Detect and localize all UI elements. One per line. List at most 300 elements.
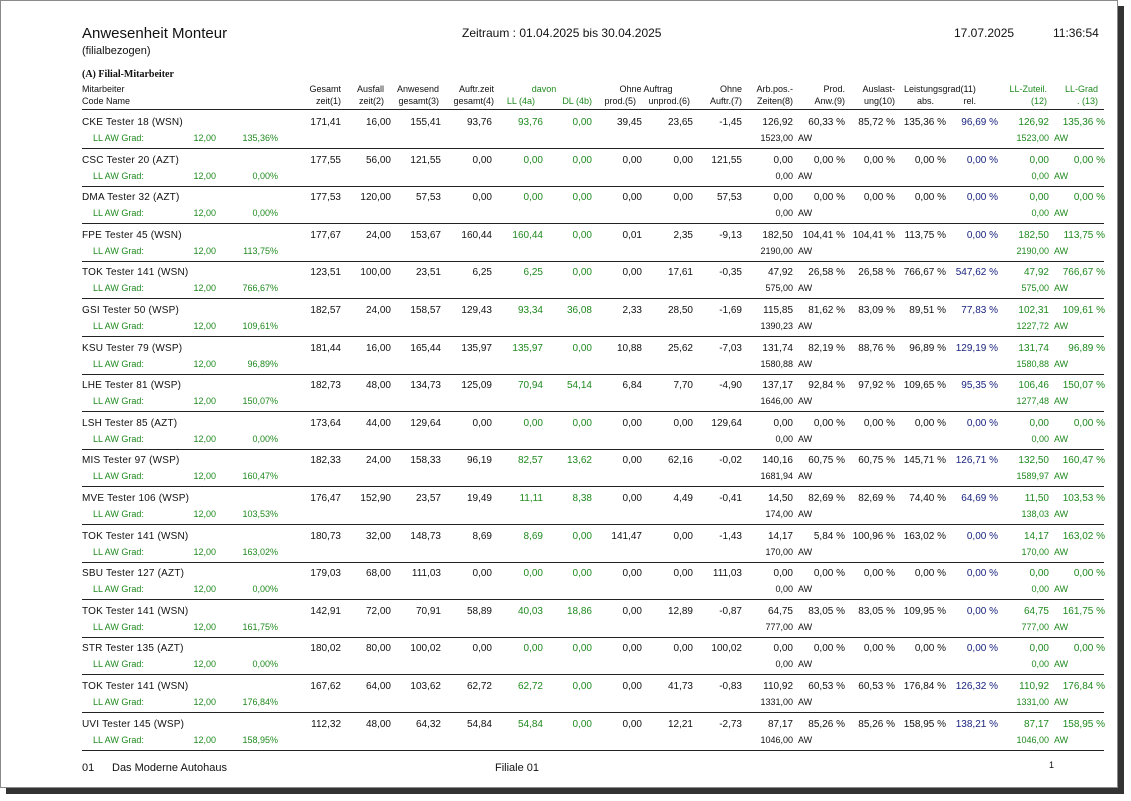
cell-prod9: 0,00 % [813, 643, 845, 655]
aw-unit-label: AW [798, 696, 813, 707]
row-divider [82, 750, 1104, 751]
employee-name: LSH Tester 85 (AZT) [82, 417, 178, 429]
cell-leist-abs: 135,36 % [903, 117, 946, 128]
cell-gesamt: 142,91 [310, 605, 341, 617]
cell-prod5: 0,00 [622, 605, 642, 617]
cell-leist-rel: 95,35 % [961, 380, 998, 392]
aw-unit-label: AW [1054, 245, 1069, 256]
cell-prod9: 82,19 % [808, 342, 845, 354]
aw-unit-label: AW [1054, 433, 1069, 444]
ll-aw-grad-label: LL AW Grad: [93, 283, 144, 294]
cell-ll4a: 93,34 [517, 304, 543, 316]
cell-dl4b: 18,86 [566, 605, 592, 617]
ll-grad-value: 158,95% [242, 734, 278, 745]
cell-auftr: 8,69 [472, 530, 492, 542]
row-divider [82, 486, 1104, 487]
cell-leist-rel: 0,00 % [966, 154, 998, 166]
aw-arbpos-value: 1523,00 [760, 133, 793, 143]
row-divider [82, 562, 1104, 563]
cell-auftr: 0,00 [472, 417, 492, 429]
cell-leist-abs: 113,75 % [904, 229, 946, 241]
header-ohne7-2: Auftr.(7) [709, 96, 742, 106]
cell-anwesend: 23,57 [415, 492, 441, 504]
cell-leist-rel: 0,00 % [966, 643, 998, 655]
cell-ll-grad: 158,95 % [1062, 718, 1105, 730]
cell-gesamt: 180,02 [310, 643, 341, 655]
row-divider [82, 637, 1104, 638]
cell-ohne7: -1,43 [719, 530, 742, 542]
cell-unprod6: 4,49 [673, 492, 693, 504]
cell-auftr: 58,89 [466, 605, 492, 617]
header-arbpos-1: Arb.pos.- [756, 84, 793, 94]
cell-prod5: 0,00 [622, 455, 642, 467]
aw-unit-label: AW [798, 283, 813, 294]
row-divider [82, 148, 1104, 149]
report-subtitle: (filialbezogen) [82, 45, 151, 57]
employee-name: FPE Tester 45 (WSN) [82, 229, 182, 241]
header-ausfall-2: zeit(2) [358, 96, 384, 106]
header-leist-rel: rel. [963, 96, 976, 106]
report-period: Zeitraum : 01.04.2025 bis 30.04.2025 [462, 26, 662, 40]
aw-unit-label: AW [1054, 396, 1069, 407]
employee-name: GSI Tester 50 (WSP) [82, 304, 179, 316]
aw-unit-label: AW [1054, 320, 1069, 331]
cell-leist-rel: 96,69 % [961, 117, 998, 128]
cell-ausl10: 85,26 % [858, 718, 895, 730]
ll-aw-value: 12,00 [193, 734, 216, 745]
aw-zuteil-value: 1589,97 [1016, 471, 1049, 482]
cell-gesamt: 180,73 [310, 530, 341, 542]
cell-ausl10: 97,92 % [858, 380, 895, 392]
cell-leist-abs: 96,89 % [909, 342, 946, 354]
cell-auftr: 0,00 [472, 154, 492, 166]
aw-unit-label: AW [1054, 283, 1069, 294]
cell-ohne7: -4,90 [719, 380, 742, 392]
cell-ll-grad: 0,00 % [1073, 192, 1105, 204]
aw-zuteil-value: 138,03 [1021, 508, 1049, 519]
ll-grad-value: 163,02% [242, 546, 278, 557]
report-time: 11:36:54 [1053, 26, 1099, 40]
cell-prod5: 0,00 [622, 568, 642, 580]
cell-gesamt: 123,51 [310, 267, 341, 279]
aw-zuteil-value: 0,00 [1031, 433, 1049, 444]
ll-grad-value: 135,36% [242, 133, 278, 143]
cell-unprod6: 25,62 [667, 342, 693, 354]
cell-ausl10: 0,00 % [863, 568, 895, 580]
cell-leist-rel: 0,00 % [966, 229, 998, 241]
cell-leist-abs: 0,00 % [914, 643, 946, 655]
cell-ll-zuteil: 106,46 [1018, 380, 1049, 392]
cell-anwesend: 158,33 [410, 455, 441, 467]
aw-zuteil-value: 1277,48 [1016, 396, 1049, 407]
cell-ohne7: -9,13 [719, 229, 742, 241]
aw-unit-label: AW [798, 320, 813, 331]
cell-ll-grad: 176,84 % [1062, 680, 1105, 692]
cell-gesamt: 182,57 [310, 304, 341, 316]
cell-ll-zuteil: 132,50 [1018, 455, 1049, 467]
aw-arbpos-value: 1646,00 [760, 396, 793, 407]
cell-anwesend: 134,73 [410, 380, 441, 392]
cell-ausl10: 0,00 % [863, 192, 895, 204]
ll-aw-value: 12,00 [193, 133, 216, 143]
cell-anwesend: 158,57 [410, 304, 441, 316]
row-divider [82, 674, 1104, 675]
aw-zuteil-value: 0,00 [1031, 659, 1049, 670]
employee-row [1, 717, 1119, 755]
employee-row [1, 529, 1119, 567]
cell-dl4b: 8,38 [572, 492, 592, 504]
aw-zuteil-value: 0,00 [1031, 208, 1049, 219]
cell-ohne7: -0,35 [719, 267, 742, 279]
cell-ausfall: 120,00 [360, 192, 391, 204]
cell-unprod6: 0,00 [673, 417, 693, 429]
cell-ll-grad: 161,75 % [1062, 605, 1105, 617]
aw-arbpos-value: 0,00 [775, 208, 793, 219]
cell-leist-abs: 0,00 % [914, 154, 946, 166]
cell-prod9: 0,00 % [813, 417, 845, 429]
cell-prod5: 6,84 [622, 380, 642, 392]
cell-gesamt: 181,44 [310, 342, 341, 354]
header-code-name: Code Name [82, 96, 131, 106]
cell-ll-grad: 766,67 % [1062, 267, 1105, 279]
cell-ausfall: 80,00 [365, 643, 391, 655]
cell-ausfall: 44,00 [365, 417, 391, 429]
cell-auftr: 125,09 [461, 380, 492, 392]
cell-ausfall: 24,00 [365, 229, 391, 241]
cell-prod9: 85,26 % [808, 718, 845, 730]
row-divider [82, 298, 1104, 299]
cell-ll4a: 40,03 [517, 605, 543, 617]
ll-aw-grad-label: LL AW Grad: [93, 471, 144, 482]
cell-prod9: 60,75 % [808, 455, 845, 467]
aw-arbpos-value: 174,00 [765, 508, 793, 519]
header-davon: davon [531, 84, 557, 94]
employee-name: TOK Tester 141 (WSN) [82, 605, 189, 617]
cell-auftr: 54,84 [466, 718, 492, 730]
cell-dl4b: 0,00 [572, 680, 592, 692]
cell-prod9: 83,05 % [808, 605, 845, 617]
employee-name: MVE Tester 106 (WSP) [82, 492, 190, 504]
aw-unit-label: AW [1054, 508, 1069, 519]
cell-prod5: 0,01 [622, 229, 642, 241]
header-unprod6: unprod.(6) [648, 96, 690, 106]
cell-ll-zuteil: 0,00 [1029, 154, 1049, 166]
aw-unit-label: AW [798, 433, 813, 444]
cell-auftr: 93,76 [466, 117, 492, 128]
ll-aw-value: 12,00 [193, 208, 216, 219]
cell-ausl10: 0,00 % [863, 417, 895, 429]
cell-auftr: 0,00 [472, 192, 492, 204]
header-arbpos-2: Zeiten(8) [756, 96, 793, 106]
aw-unit-label: AW [798, 584, 813, 595]
cell-leist-rel: 129,19 % [955, 342, 998, 354]
footer-branch: Filiale 01 [495, 762, 540, 774]
cell-arbpos8: 0,00 [773, 192, 793, 204]
cell-auftr: 129,43 [461, 304, 492, 316]
cell-ausl10: 83,05 % [858, 605, 895, 617]
cell-anwesend: 64,32 [415, 718, 441, 730]
header-ll4a: LL (4a) [506, 96, 535, 106]
ll-aw-grad-label: LL AW Grad: [93, 170, 144, 181]
ll-grad-value: 766,67% [242, 283, 278, 294]
cell-dl4b: 0,00 [572, 267, 592, 279]
cell-arbpos8: 110,92 [763, 680, 793, 692]
aw-arbpos-value: 1580,88 [760, 358, 793, 369]
cell-arbpos8: 0,00 [773, 154, 793, 166]
cell-leist-rel: 0,00 % [966, 530, 998, 542]
cell-anwesend: 103,62 [410, 680, 441, 692]
cell-ll-zuteil: 182,50 [1018, 229, 1049, 241]
ll-aw-value: 12,00 [193, 696, 216, 707]
aw-zuteil-value: 170,00 [1021, 546, 1049, 557]
cell-arbpos8: 137,17 [762, 380, 793, 392]
ll-aw-value: 12,00 [193, 170, 216, 181]
ll-aw-grad-label: LL AW Grad: [93, 433, 144, 444]
cell-ausl10: 85,72 % [858, 117, 895, 128]
aw-unit-label: AW [798, 621, 813, 632]
cell-unprod6: 17,61 [667, 267, 693, 279]
aw-zuteil-value: 777,00 [1021, 621, 1049, 632]
cell-ll-zuteil: 0,00 [1029, 417, 1049, 429]
cell-unprod6: 12,21 [667, 718, 693, 730]
cell-ll-grad: 0,00 % [1073, 417, 1105, 429]
cell-leist-abs: 109,65 % [903, 380, 946, 392]
cell-gesamt: 176,47 [310, 492, 341, 504]
cell-ohne7: -1,69 [719, 304, 742, 316]
ll-aw-value: 12,00 [193, 433, 216, 444]
aw-unit-label: AW [1054, 734, 1069, 745]
cell-leist-rel: 64,69 % [961, 492, 998, 504]
ll-grad-value: 0,00% [252, 584, 278, 595]
cell-unprod6: 7,70 [673, 380, 693, 392]
cell-ausfall: 24,00 [365, 304, 391, 316]
cell-arbpos8: 87,17 [767, 718, 793, 730]
cell-ll-grad: 135,36 % [1062, 117, 1105, 128]
aw-unit-label: AW [1054, 659, 1069, 670]
cell-auftr: 135,97 [461, 342, 492, 354]
ll-aw-grad-label: LL AW Grad: [93, 320, 144, 331]
employee-name: TOK Tester 141 (WSN) [82, 267, 189, 279]
header-llg-2: . (13) [1076, 96, 1098, 106]
row-divider [82, 712, 1104, 713]
aw-arbpos-value: 575,00 [765, 283, 793, 294]
header-anwesend-1: Anwesend [396, 84, 439, 94]
aw-unit-label: AW [798, 396, 813, 407]
ll-aw-grad-label: LL AW Grad: [93, 358, 144, 369]
cell-dl4b: 0,00 [572, 643, 592, 655]
header-llz-1: LL-Zuteil. [1009, 84, 1047, 94]
ll-aw-grad-label: LL AW Grad: [93, 245, 144, 256]
cell-ausl10: 104,41 % [852, 229, 895, 241]
cell-arbpos8: 126,92 [762, 117, 793, 128]
cell-prod9: 104,41 % [802, 229, 845, 241]
cell-gesamt: 177,55 [310, 154, 341, 166]
aw-unit-label: AW [798, 508, 813, 519]
ll-aw-grad-label: LL AW Grad: [93, 208, 144, 219]
footer-company: Das Moderne Autohaus [112, 762, 227, 774]
aw-unit-label: AW [1054, 546, 1069, 557]
cell-ausfall: 152,90 [360, 492, 391, 504]
cell-ll-zuteil: 0,00 [1029, 643, 1049, 655]
cell-dl4b: 0,00 [572, 718, 592, 730]
cell-ll-zuteil: 47,92 [1023, 267, 1049, 279]
cell-ohne7: -0,83 [719, 680, 742, 692]
cell-ausl10: 60,75 % [858, 455, 895, 467]
cell-ll4a: 0,00 [523, 417, 543, 429]
cell-ausfall: 16,00 [365, 342, 391, 354]
aw-unit-label: AW [798, 734, 813, 745]
ll-aw-value: 12,00 [193, 283, 216, 294]
header-prod9-1: Prod. [823, 84, 845, 94]
row-divider [82, 449, 1104, 450]
cell-unprod6: 0,00 [673, 192, 693, 204]
cell-anwesend: 165,44 [410, 342, 441, 354]
cell-leist-rel: 0,00 % [966, 192, 998, 204]
cell-auftr: 0,00 [472, 568, 492, 580]
cell-arbpos8: 131,74 [762, 342, 793, 354]
cell-dl4b: 36,08 [566, 304, 592, 316]
employee-row [1, 416, 1119, 454]
cell-leist-rel: 138,21 % [955, 718, 998, 730]
ll-aw-grad-label: LL AW Grad: [93, 133, 144, 143]
cell-ll-grad: 113,75 % [1063, 229, 1105, 241]
cell-auftr: 160,44 [461, 229, 492, 241]
cell-ll-grad: 163,02 % [1062, 530, 1105, 542]
cell-unprod6: 23,65 [667, 117, 693, 128]
cell-anwesend: 155,41 [410, 117, 441, 128]
cell-ll-grad: 0,00 % [1073, 643, 1105, 655]
cell-anwesend: 121,55 [410, 154, 441, 166]
cell-leist-abs: 0,00 % [914, 568, 946, 580]
ll-grad-value: 0,00% [252, 659, 278, 670]
aw-unit-label: AW [1054, 471, 1069, 482]
ll-aw-value: 12,00 [193, 471, 216, 482]
aw-unit-label: AW [1054, 584, 1069, 595]
row-divider [82, 223, 1104, 224]
aw-arbpos-value: 0,00 [775, 433, 793, 444]
cell-ohne7: 57,53 [716, 192, 742, 204]
aw-arbpos-value: 0,00 [775, 170, 793, 181]
cell-ll-grad: 160,47 % [1062, 455, 1105, 467]
cell-dl4b: 0,00 [572, 568, 592, 580]
cell-gesamt: 112,32 [311, 718, 341, 730]
ll-grad-value: 0,00% [252, 208, 278, 219]
header-leist-abs: abs. [916, 96, 934, 106]
employee-row [1, 378, 1119, 416]
cell-prod9: 82,69 % [808, 492, 845, 504]
cell-unprod6: 0,00 [673, 154, 693, 166]
aw-unit-label: AW [1054, 621, 1069, 632]
aw-arbpos-value: 1331,00 [760, 696, 793, 707]
cell-ohne7: 111,03 [712, 568, 742, 580]
cell-ll-grad: 0,00 % [1073, 154, 1105, 166]
cell-ausl10: 82,69 % [858, 492, 895, 504]
cell-anwesend: 57,53 [415, 192, 441, 204]
cell-prod5: 0,00 [622, 192, 642, 204]
cell-ll-zuteil: 64,75 [1023, 605, 1049, 617]
cell-prod5: 0,00 [622, 718, 642, 730]
cell-ll-zuteil: 0,00 [1029, 568, 1049, 580]
ll-aw-grad-label: LL AW Grad: [93, 696, 144, 707]
header-gesamt-2: zeit(1) [315, 96, 341, 106]
cell-arbpos8: 14,17 [767, 530, 793, 542]
aw-arbpos-value: 0,00 [775, 584, 793, 595]
employee-row [1, 341, 1119, 379]
cell-ausl10: 88,76 % [858, 342, 895, 354]
section-heading: (A) Filial-Mitarbeiter [82, 69, 174, 80]
cell-ll4a: 8,69 [523, 530, 543, 542]
ll-grad-value: 0,00% [252, 433, 278, 444]
header-auftr-2: gesamt(4) [453, 96, 494, 106]
employee-name: CSC Tester 20 (AZT) [82, 154, 179, 166]
cell-auftr: 0,00 [472, 643, 492, 655]
header-ausl-1: Auslast- [862, 84, 895, 94]
cell-leist-abs: 0,00 % [914, 417, 946, 429]
cell-ll-zuteil: 102,31 [1018, 304, 1049, 316]
cell-prod9: 0,00 % [813, 568, 845, 580]
cell-prod5: 2,33 [622, 304, 642, 316]
cell-ll4a: 160,44 [512, 229, 543, 241]
cell-ll4a: 70,94 [517, 380, 543, 392]
employee-name: KSU Tester 79 (WSP) [82, 342, 183, 354]
aw-zuteil-value: 1227,72 [1016, 320, 1049, 331]
row-divider [82, 599, 1104, 600]
header-anwesend-2: gesamt(3) [398, 96, 439, 106]
employee-name: STR Tester 135 (AZT) [82, 643, 184, 655]
cell-ohne7: -0,41 [719, 492, 742, 504]
cell-ll-grad: 150,07 % [1062, 380, 1105, 392]
header-divider [82, 109, 1104, 110]
employee-row [1, 566, 1119, 604]
employee-row [1, 153, 1119, 191]
cell-prod5: 0,00 [622, 643, 642, 655]
cell-ll-grad: 103,53 % [1062, 492, 1105, 504]
ll-aw-value: 12,00 [193, 659, 216, 670]
cell-ll-grad: 96,89 % [1068, 342, 1105, 354]
cell-prod5: 0,00 [622, 680, 642, 692]
cell-ll4a: 135,97 [512, 342, 543, 354]
cell-ll-zuteil: 0,00 [1029, 192, 1049, 204]
employee-name: UVI Tester 145 (WSP) [82, 718, 185, 730]
employee-row [1, 491, 1119, 529]
ll-aw-value: 12,00 [193, 584, 216, 595]
header-ausfall-1: Ausfall [356, 84, 384, 94]
aw-unit-label: AW [798, 358, 813, 369]
ll-aw-grad-label: LL AW Grad: [93, 546, 144, 557]
cell-leist-abs: 766,67 % [903, 267, 946, 279]
aw-arbpos-value: 1390,23 [760, 320, 793, 331]
cell-ll4a: 6,25 [523, 267, 543, 279]
aw-arbpos-value: 1046,00 [760, 734, 793, 745]
cell-ll-grad: 109,61 % [1062, 304, 1105, 316]
cell-ohne7: -0,87 [719, 605, 742, 617]
employee-name: TOK Tester 141 (WSN) [82, 680, 189, 692]
footer-code: 01 [82, 762, 95, 774]
header-mitarbeiter: Mitarbeiter [82, 84, 125, 94]
row-divider [82, 524, 1104, 525]
cell-arbpos8: 0,00 [773, 417, 793, 429]
aw-zuteil-value: 1046,00 [1016, 734, 1049, 745]
cell-auftr: 6,25 [472, 267, 492, 279]
cell-arbpos8: 64,75 [767, 605, 793, 617]
cell-ohne7: -1,45 [719, 117, 742, 128]
ll-grad-value: 96,89% [247, 358, 278, 369]
cell-arbpos8: 140,16 [762, 455, 793, 467]
cell-dl4b: 0,00 [572, 530, 592, 542]
header-dl4b: DL (4b) [562, 96, 592, 106]
ll-aw-value: 12,00 [193, 320, 216, 331]
cell-ausfall: 68,00 [365, 568, 391, 580]
